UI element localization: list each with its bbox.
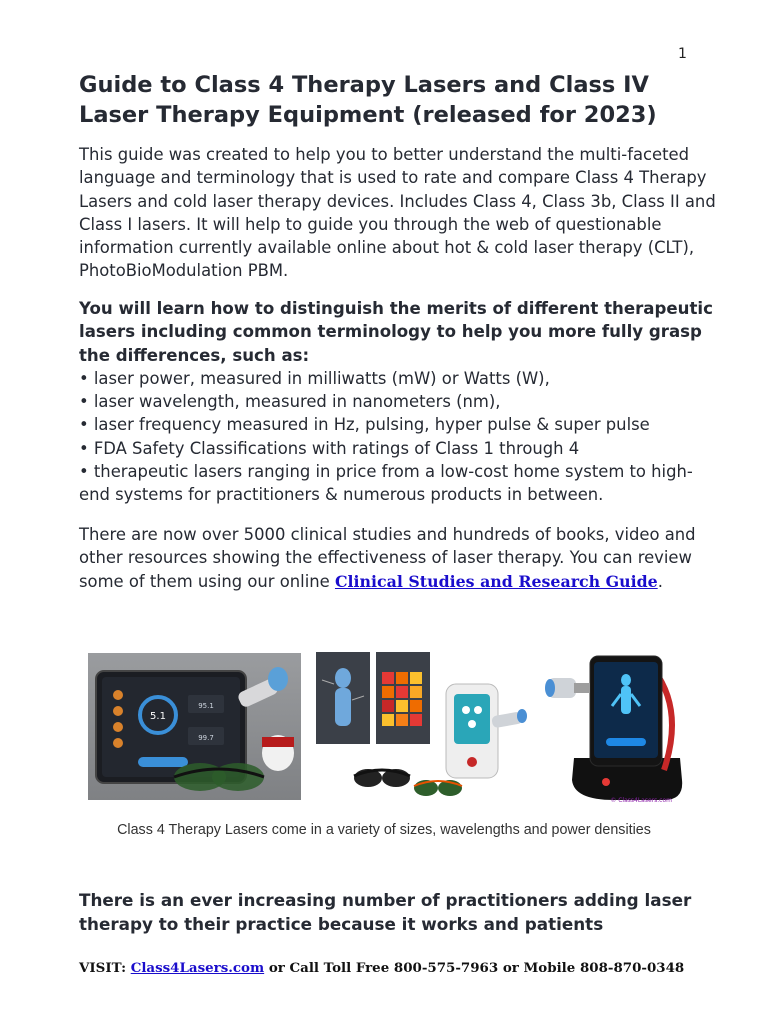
footer-phone: or Call Toll Free 800-575-7963 or Mobile 808-870-0348: [264, 960, 685, 976]
tablet-laser-illustration: [88, 653, 301, 800]
bullet-item: • laser power, measured in milliwatts (mW) or Watts (W),: [79, 368, 550, 388]
learn-lead: You will learn how to distinguish the merits of different therapeutic lasers including common terminology to help you more fully grasp the differences, such as:: [79, 299, 713, 365]
studies-text: There are now over 5000 clinical studies and hundreds of books, video and other resources showing the effectiveness of laser therapy. You can review some of them using our online: [79, 525, 696, 591]
footer-site-link[interactable]: Class4Lasers.com: [130, 960, 265, 976]
footer-visit: VISIT:: [79, 960, 131, 976]
image-caption: Class 4 Therapy Lasers come in a variety of sizes, wavelengths and power densities: [117, 822, 651, 838]
readout-b: 99.7: [198, 734, 214, 742]
practitioners-heading: There is an ever increasing number of practitioners adding laser therapy to their practice because it works and patients: [79, 890, 692, 934]
bullet-item: • laser frequency measured in Hz, pulsing, hyper pulse & super pulse: [79, 415, 650, 435]
handheld-laser-image: [544, 650, 686, 806]
studies-after: .: [657, 571, 663, 591]
footer-contact: [79, 960, 719, 976]
bullet-item: • therapeutic lasers ranging in price from a low-cost home system to high-end systems for practitioners & numerous products in between.: [79, 462, 693, 505]
intro-paragraph: This guide was created to help you to better understand the multi-faceted language and terminology that is used to rate and compare Class 4 Therapy Lasers and cold laser therapy devices. Includes Class 4, Class 3b, Class II and Class I lasers. It will help to guide you through the web of questionable information currently available online about hot & cold laser therapy (CLT), PhotoBioModulation PBM.: [79, 145, 716, 281]
bullet-item: • FDA Safety Classifications with ratings of Class 1 through 4: [79, 438, 580, 458]
readout-power: 5.1: [150, 711, 166, 722]
portable-laser-image: [316, 650, 529, 800]
page-number: 1: [678, 46, 687, 62]
product-images: [88, 650, 686, 806]
studies-paragraph: [79, 523, 719, 593]
readout-a: 95.1: [198, 702, 214, 710]
clinical-studies-link[interactable]: Clinical Studies and Research Guide: [334, 571, 658, 591]
watermark: © Class4Lasers.com: [610, 797, 672, 804]
bullet-item: • laser wavelength, measured in nanometers (nm),: [79, 392, 501, 412]
learn-section: [79, 297, 719, 507]
page-title: Guide to Class 4 Therapy Lasers and Class IV Laser Therapy Equipment (released for 2023): [79, 72, 657, 128]
handheld-laser-illustration: [544, 650, 686, 806]
portable-laser-illustration: [316, 650, 529, 800]
tablet-laser-image: [88, 653, 301, 800]
